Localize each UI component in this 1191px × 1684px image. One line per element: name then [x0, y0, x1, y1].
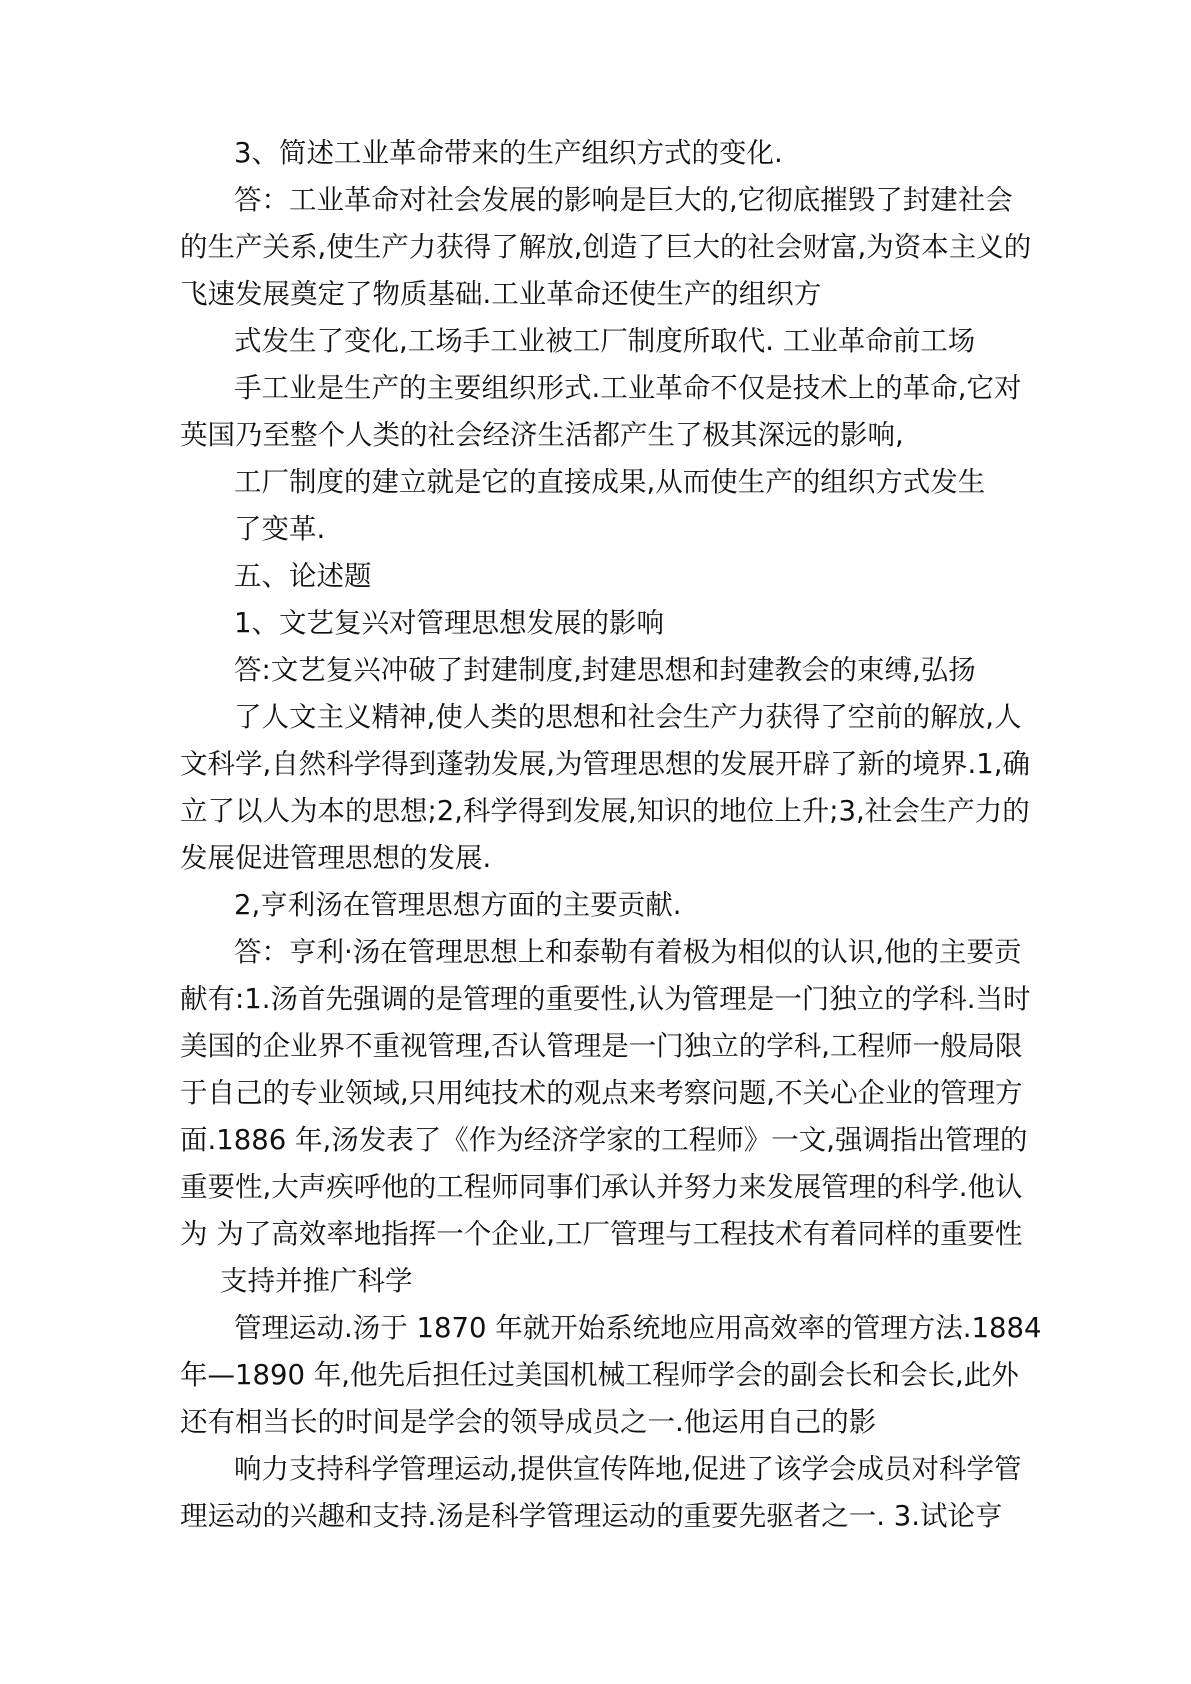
- essay-2-answer-line-11: 还有相当长的时间是学会的领导成员之一.他运用自己的影: [180, 1406, 877, 1438]
- essay-1-answer-line-3: 文科学,自然科学得到蓬勃发展,为管理思想的发展开辟了新的境界.1,确: [180, 748, 1030, 780]
- question-3-heading: 3、简述工业革命带来的生产组织方式的变化.: [234, 137, 783, 169]
- essay-2-answer-line-3: 美国的企业界不重视管理,否认管理是一门独立的学科,工程师一般局限: [180, 1030, 1023, 1062]
- section-5-heading: 五、论述题: [234, 560, 372, 592]
- answer-3-line-3: 飞速发展奠定了物质基础.工业革命还使生产的组织方: [180, 278, 822, 310]
- essay-2-answer-line-1: 答：亨利·汤在管理思想上和泰勒有着极为相似的认识,他的主要贡: [234, 936, 1022, 968]
- essay-2-answer-line-4: 于自己的专业领域,只用纯技术的观点来考察问题,不关心企业的管理方: [180, 1077, 1023, 1109]
- essay-2-answer-line-6: 重要性,大声疾呼他的工程师同事们承认并努力来发展管理的科学.他认: [180, 1171, 1023, 1203]
- answer-3-line-8: 了变革.: [234, 513, 326, 545]
- essay-1-answer-line-5: 发展促进管理思想的发展.: [180, 842, 492, 874]
- essay-1-answer-line-4: 立了以人为本的思想;2,科学得到发展,知识的地位上升;3,社会生产力的: [180, 795, 1030, 827]
- essay-2-answer-line-13: 理运动的兴趣和支持.汤是科学管理运动的重要先驱者之一. 3.试论亨: [180, 1500, 1003, 1532]
- answer-3-line-4: 式发生了变化,工场手工业被工厂制度所取代. 工业革命前工场: [234, 325, 976, 357]
- essay-1-answer-line-2: 了人文主义精神,使人类的思想和社会生产力获得了空前的解放,人: [234, 701, 1022, 733]
- essay-1-heading: 1、文艺复兴对管理思想发展的影响: [234, 607, 664, 639]
- essay-2-answer-line-7: 为 为了高效率地指挥一个企业,工厂管理与工程技术有着同样的重要性: [180, 1218, 1023, 1250]
- essay-2-answer-line-9: 管理运动.汤于 1870 年就开始系统地应用高效率的管理方法.1884: [234, 1312, 1042, 1344]
- essay-2-heading: 2,亨利汤在管理思想方面的主要贡献.: [234, 889, 682, 921]
- answer-3-line-1: 答：工业革命对社会发展的影响是巨大的,它彻底摧毁了封建社会: [234, 184, 1013, 216]
- answer-3-line-2: 的生产关系,使生产力获得了解放,创造了巨大的社会财富,为资本主义的: [180, 231, 1032, 263]
- answer-3-line-6: 英国乃至整个人类的社会经济生活都产生了极其深远的影响,: [180, 419, 904, 451]
- answer-3-line-7: 工厂制度的建立就是它的直接成果,从而使生产的组织方式发生: [234, 466, 986, 498]
- essay-2-answer-line-8: 支持并推广科学: [220, 1265, 413, 1297]
- answer-3-line-5: 手工业是生产的主要组织形式.工业革命不仅是技术上的革命,它对: [234, 372, 1022, 404]
- essay-2-answer-line-10: 年—1890 年,他先后担任过美国机械工程师学会的副会长和会长,此外: [180, 1359, 1019, 1391]
- essay-2-answer-line-5: 面.1886 年,汤发表了《作为经济学家的工程师》一文,强调指出管理的: [180, 1124, 1028, 1156]
- essay-2-answer-line-2: 献有:1.汤首先强调的是管理的重要性,认为管理是一门独立的学科.当时: [180, 983, 1031, 1015]
- essay-1-answer-line-1: 答:文艺复兴冲破了封建制度,封建思想和封建教会的束缚,弘扬: [234, 654, 976, 686]
- essay-2-answer-line-12: 响力支持科学管理运动,提供宣传阵地,促进了该学会成员对科学管: [234, 1453, 1022, 1485]
